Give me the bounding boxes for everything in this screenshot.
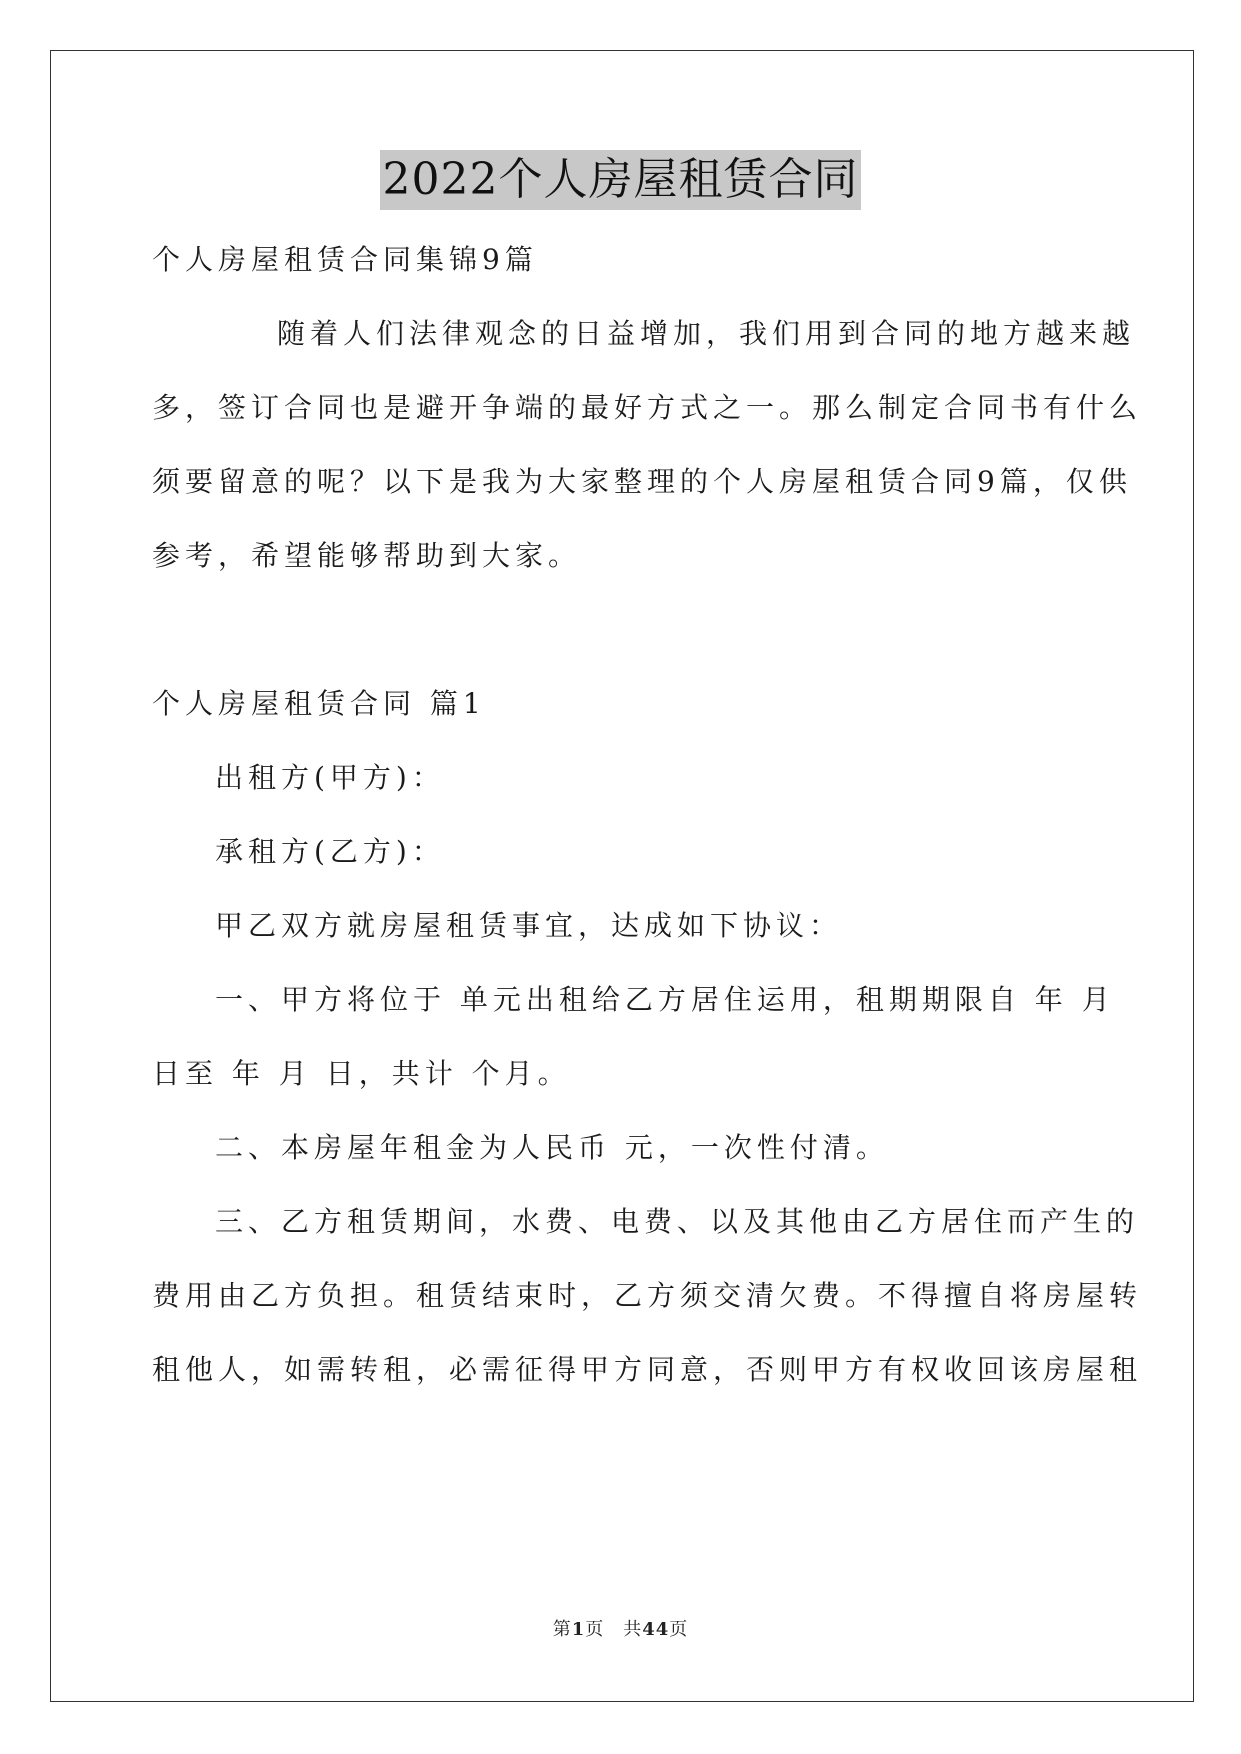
intro-line-2: 多，签订合同也是避开争端的最好方式之一。那么制定合同书有什么 [152,391,1143,424]
clause-3-line-1: 三、乙方租赁期间，水费、电费、以及其他由乙方居住而产生的 [215,1205,1140,1238]
intro-line-1: 随着人们法律观念的日益增加，我们用到合同的地方越来越 [277,317,1136,350]
page-footer [0,1618,1241,1642]
party-a-line: 出租方(甲方)： [215,761,445,794]
intro-line-3: 须要留意的呢？以下是我为大家整理的个人房屋租赁合同9篇，仅供 [152,465,1132,498]
clause-1-line-2: 日至 年 月 日，共计 个月。 [152,1057,571,1090]
document-title: 2022个人房屋租赁合同 [380,150,862,210]
subtitle: 个人房屋租赁合同集锦9篇 [152,243,538,276]
section-heading: 个人房屋租赁合同 篇1 [152,687,486,720]
page-border [50,50,1194,1702]
total-page-count: 44 [642,1619,670,1640]
clause-3-line-2: 费用由乙方负担。租赁结束时，乙方须交清欠费。不得擅自将房屋转 [152,1279,1143,1312]
party-b-line: 承租方(乙方)： [215,835,445,868]
footer-middle: 页 共 [585,1619,643,1640]
intro-line-4: 参考，希望能够帮助到大家。 [152,539,582,572]
clause-3-line-3: 租他人，如需转租，必需征得甲方同意，否则甲方有权收回该房屋租 [152,1353,1143,1386]
agreement-intro: 甲乙双方就房屋租赁事宜，达成如下协议： [215,909,843,942]
current-page-number: 1 [571,1619,586,1640]
footer-prefix: 第 [552,1619,572,1640]
clause-2: 二、本房屋年租金为人民币 元，一次性付清。 [215,1131,889,1164]
clause-1-line-1: 一、甲方将位于 单元出租给乙方居住运用，租期期限自 年 月 [215,983,1115,1016]
title-container [0,150,1241,210]
footer-suffix: 页 [669,1619,689,1640]
